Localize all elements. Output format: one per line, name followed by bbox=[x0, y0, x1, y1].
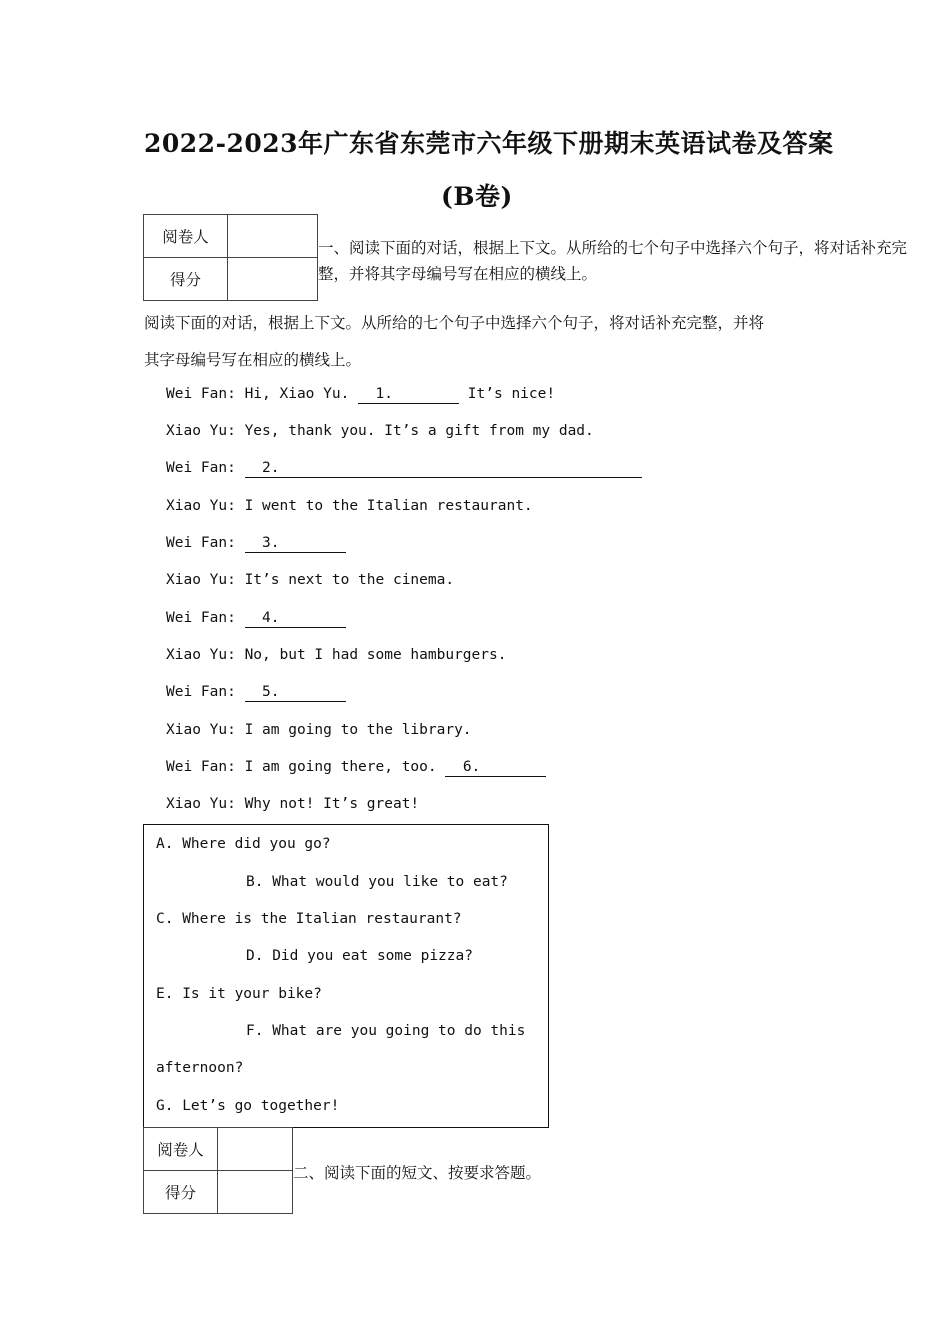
answer-blank-6[interactable] bbox=[445, 759, 546, 777]
option-d: D. Did you eat some pizza? bbox=[246, 948, 473, 964]
section1-instruction-line2: 其字母编号写在相应的横线上。 bbox=[144, 351, 362, 369]
score-field[interactable] bbox=[228, 258, 318, 301]
options-box bbox=[143, 824, 549, 1128]
answer-blank-1[interactable] bbox=[358, 386, 459, 404]
dialogue-line: Xiao Yu: I went to the Italian restaurant. bbox=[166, 498, 533, 514]
score-label: 得分 bbox=[144, 258, 228, 301]
score-label: 得分 bbox=[144, 1171, 218, 1214]
dialogue-text: Wei Fan: bbox=[166, 684, 245, 700]
dialogue-line bbox=[166, 460, 642, 478]
reviewer-label: 阅卷人 bbox=[144, 215, 228, 258]
answer-blank-5[interactable] bbox=[245, 684, 346, 702]
blank-number: 5. bbox=[262, 684, 280, 700]
dialogue-text: Wei Fan: I am going there, too. bbox=[166, 759, 446, 775]
option-e: E. Is it your bike? bbox=[156, 986, 322, 1002]
dialogue-text: Wei Fan: Hi, Xiao Yu. bbox=[166, 386, 359, 402]
page-title: 2022-2023年广东省东莞市六年级下册期末英语试卷及答案 bbox=[144, 129, 834, 158]
option-a: A. Where did you go? bbox=[156, 836, 331, 852]
dialogue-text: It’s nice! bbox=[459, 386, 556, 402]
blank-number: 6. bbox=[462, 759, 481, 775]
dialogue-text: Wei Fan: bbox=[166, 610, 245, 626]
reviewer-field[interactable] bbox=[218, 1128, 293, 1171]
reviewer-field[interactable] bbox=[228, 215, 318, 258]
answer-blank-2[interactable] bbox=[245, 460, 642, 478]
section1-instruction-line1: 阅读下面的对话，根据上下文。从所给的七个句子中选择六个句子，将对话补充完整，并将 bbox=[144, 314, 765, 332]
score-box-2 bbox=[143, 1127, 293, 1214]
answer-blank-4[interactable] bbox=[245, 610, 346, 628]
dialogue-line: Xiao Yu: It’s next to the cinema. bbox=[166, 572, 455, 588]
blank-number: 1. bbox=[375, 386, 393, 402]
blank-number: 2. bbox=[262, 460, 280, 476]
dialogue-line: Xiao Yu: Yes, thank you. It’s a gift from my dad. bbox=[166, 423, 594, 439]
option-b: B. What would you like to eat? bbox=[246, 874, 508, 890]
option-c: C. Where is the Italian restaurant? bbox=[156, 911, 462, 927]
section1-heading-line1: 一、阅读下面的对话，根据上下文。从所给的七个句子中选择六个句子，将对话补充完 bbox=[318, 239, 908, 257]
dialogue-text: Wei Fan: bbox=[166, 535, 245, 551]
page-subtitle: (B卷) bbox=[441, 182, 513, 211]
option-g: G. Let’s go together! bbox=[156, 1098, 340, 1114]
blank-number: 3. bbox=[262, 535, 280, 551]
blank-number: 4. bbox=[262, 610, 280, 626]
dialogue-line bbox=[166, 759, 546, 777]
dialogue-line: Xiao Yu: I am going to the library. bbox=[166, 722, 472, 738]
dialogue-line: Xiao Yu: No, but I had some hamburgers. bbox=[166, 647, 507, 663]
section1-heading-line2: 整，并将其字母编号写在相应的横线上。 bbox=[318, 265, 598, 283]
section2-heading: 二、阅读下面的短文、按要求答题。 bbox=[293, 1164, 542, 1182]
dialogue-line bbox=[166, 684, 346, 702]
dialogue-text: Wei Fan: bbox=[166, 460, 245, 476]
option-f-continued: afternoon? bbox=[156, 1060, 244, 1076]
dialogue-line bbox=[166, 386, 555, 404]
option-f: F. What are you going to do this bbox=[246, 1023, 526, 1039]
score-field[interactable] bbox=[218, 1171, 293, 1214]
dialogue-line bbox=[166, 535, 346, 553]
score-box-1 bbox=[143, 214, 318, 301]
reviewer-label: 阅卷人 bbox=[144, 1128, 218, 1171]
dialogue-line bbox=[166, 610, 346, 628]
answer-blank-3[interactable] bbox=[245, 535, 346, 553]
dialogue-line: Xiao Yu: Why not! It’s great! bbox=[166, 796, 420, 812]
